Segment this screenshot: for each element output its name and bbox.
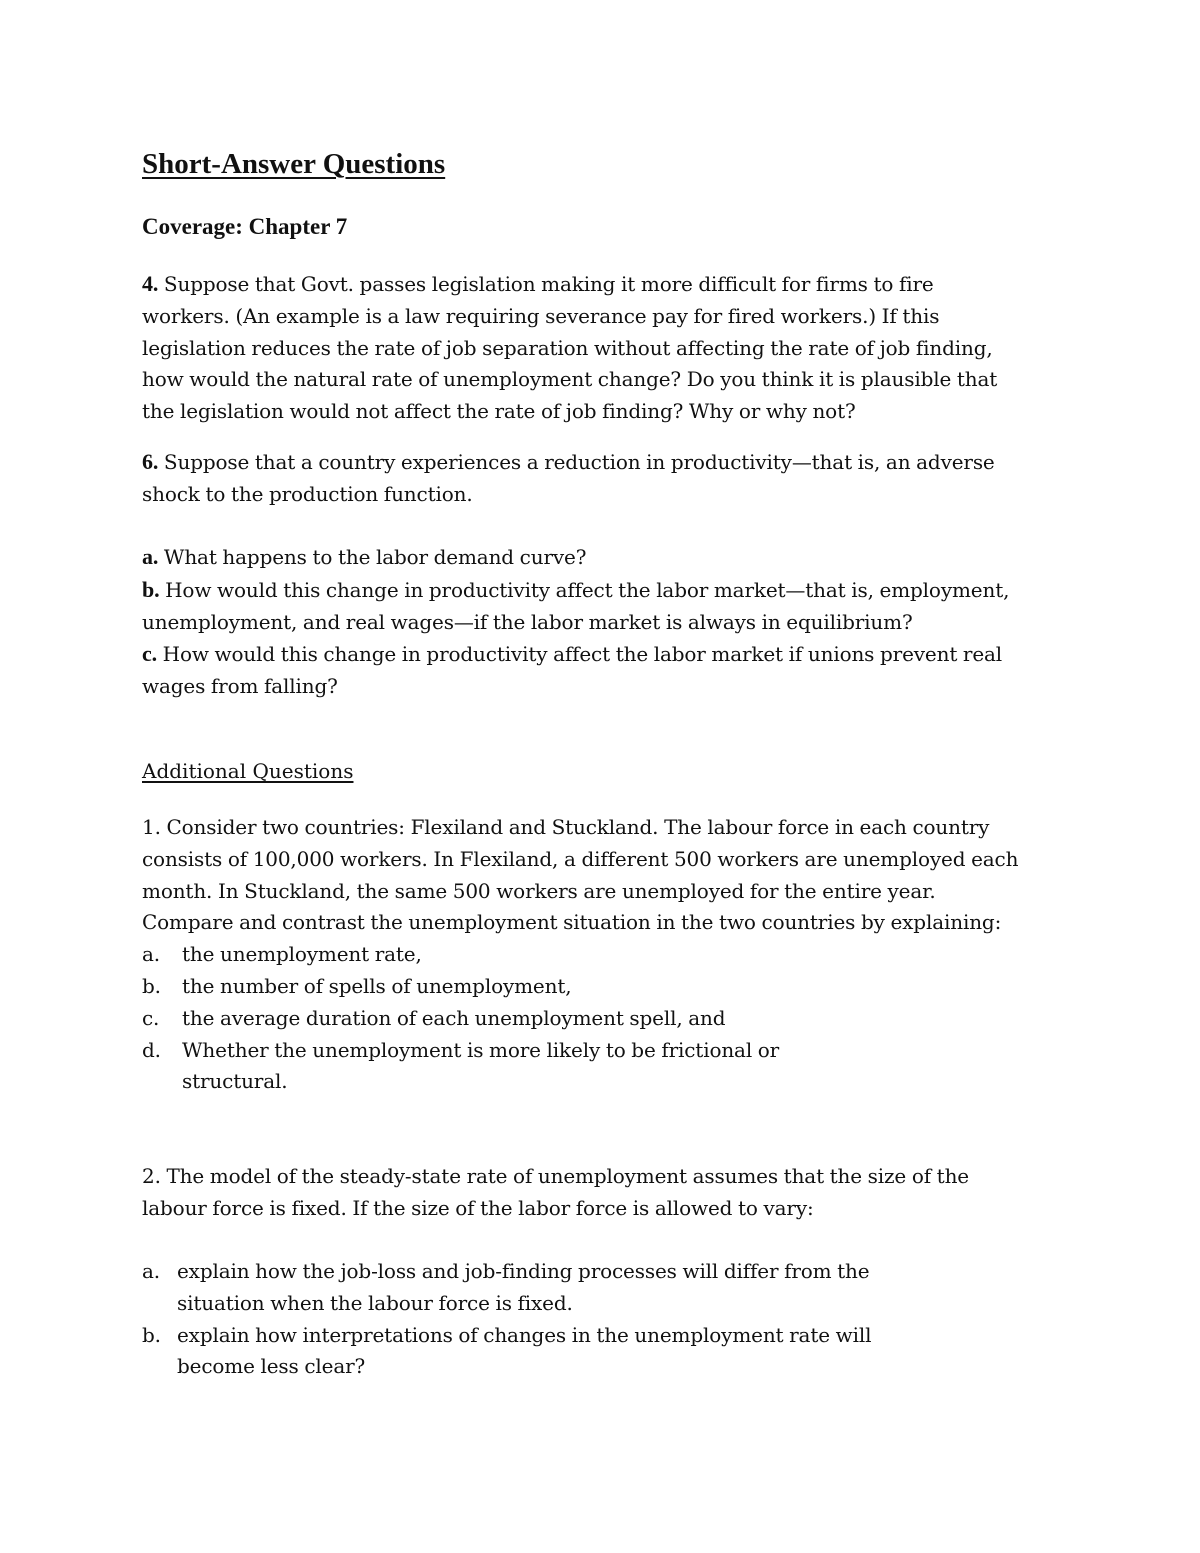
additional-question-2-items: [142, 1256, 1072, 1383]
part-text-line: wages from falling?: [142, 674, 338, 699]
question-text-line: Compare and contrast the unemployment situation in the two countries by explaining:: [142, 910, 1002, 935]
list-item: [142, 1003, 1072, 1035]
list-item-label: b.: [142, 1322, 161, 1347]
question-text-line: Suppose that a country experiences a reduction in productivity—that is, an adverse: [158, 450, 995, 474]
question-number: 6.: [142, 449, 159, 474]
part-text-line: unemployment, and real wages—if the labor market is always in equilibrium?: [142, 609, 913, 634]
question-text-line: how would the natural rate of unemployment change? Do you think it is plausible that: [142, 367, 998, 392]
question-text-line: labour force is fixed. If the size of the labor force is allowed to vary:: [142, 1195, 814, 1220]
list-item: [142, 971, 1072, 1003]
additional-question-2: [142, 1161, 1072, 1225]
question-6: [142, 446, 1072, 511]
list-item-text: the average duration of each unemployment spell, and: [182, 1005, 726, 1030]
question-text-line: 1. Consider two countries: Flexiland and Stuckland. The labour force in each country: [142, 815, 990, 839]
question-text-line: Suppose that Govt. passes legislation making it more difficult for firms to fire: [158, 272, 934, 296]
part-label: c.: [142, 641, 157, 667]
page-title: Short-Answer Questions: [142, 148, 446, 180]
list-item: [142, 939, 1072, 971]
list-item: [142, 1320, 1072, 1384]
question-number: 4.: [142, 271, 159, 296]
list-item-text: explain how interpretations of changes in the unemployment rate will: [177, 1322, 872, 1347]
question-text-line: 2. The model of the steady-state rate of unemployment assumes that the size of the: [142, 1164, 969, 1188]
part-text-line: What happens to the labor demand curve?: [158, 545, 587, 569]
question-text-line: legislation reduces the rate of job separation without affecting the rate of job finding,: [142, 335, 993, 360]
list-item-text: the unemployment rate,: [182, 942, 422, 967]
list-item-text: the number of spells of unemployment,: [182, 973, 572, 998]
part-label: a.: [142, 544, 159, 569]
question-text-line: the legislation would not affect the rate of job finding? Why or why not?: [142, 399, 856, 424]
list-item-text: Whether the unemployment is more likely to be frictional or: [182, 1037, 780, 1062]
document-page: [142, 146, 1072, 1379]
list-item: [142, 1256, 1072, 1320]
part-label: b.: [142, 576, 160, 602]
question-text-line: shock to the production function.: [142, 481, 473, 506]
list-item-text: explain how the job-loss and job-finding processes will differ from the: [177, 1259, 870, 1283]
list-item-text: structural.: [182, 1069, 288, 1094]
list-item-label: c.: [142, 1005, 160, 1030]
question-text-line: consists of 100,000 workers. In Flexiland, a different 500 workers are unemployed each: [142, 846, 1019, 871]
list-item-label: b.: [142, 973, 161, 998]
coverage-line: Coverage: Chapter 7: [142, 214, 348, 239]
part-text-line: How would this change in productivity affect the labor market—that is, employment,: [159, 577, 1010, 602]
question-text-line: month. In Stuckland, the same 500 workers are unemployed for the entire year.: [142, 878, 936, 903]
list-item-text: situation when the labour force is fixed.: [177, 1290, 573, 1315]
list-item-label: a.: [142, 942, 160, 967]
section-heading: Additional Questions: [142, 759, 354, 783]
question-text-line: workers. (An example is a law requiring severance pay for fired workers.) If this: [142, 303, 940, 328]
question-4: [142, 268, 1072, 428]
part-text-line: How would this change in productivity affect the labor market if unions prevent real: [156, 642, 1003, 667]
list-item: [142, 1035, 1072, 1099]
additional-questions-section: [142, 756, 1072, 788]
additional-question-1: [142, 812, 1072, 1098]
question-6-parts: [142, 541, 1072, 703]
list-item-text: become less clear?: [177, 1354, 366, 1379]
list-item-label: a.: [142, 1259, 160, 1283]
list-item-label: d.: [142, 1037, 161, 1062]
